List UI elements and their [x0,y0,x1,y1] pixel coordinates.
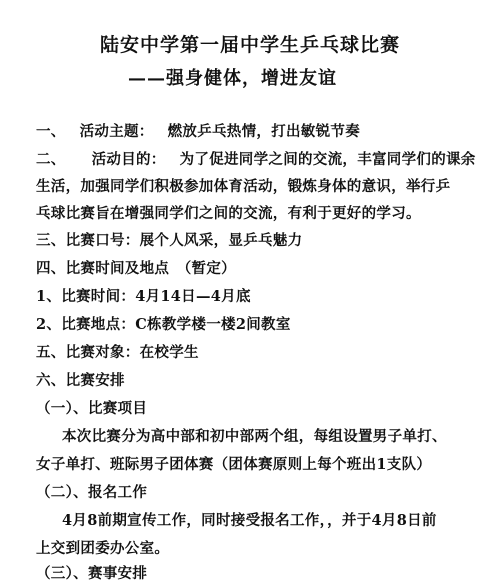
document-title: 陆安中学第一届中学生乒乓球比赛 [99,34,400,56]
section-theme-text: 燃放乒乓热情，打出敏锐节奏 [167,123,361,140]
section-purpose-line-3: 乓球比赛旨在增强同学们之间的交流，有利于更好的学习。 [36,205,421,222]
document-subtitle: ——强身健体，增进友谊 [128,68,337,89]
section-purpose-number: 二、 [36,151,66,168]
subsection-events-line-2: 女子单打、班际男子团体赛（团体赛原则上每个班出1支队） [36,456,432,473]
section-purpose-line-1: 为了促进同学之间的交流，丰富同学们的课余 [179,151,476,168]
subsection-events-line-1: 本次比赛分为高中部和初中部两个组，每组设置男子单打、 [62,428,447,445]
subsection-registration-heading: （二）、报名工作 [36,484,148,501]
subsection-registration-line-1: 4月8前期宣传工作，同时接受报名工作，，并于4月8日前 [62,512,437,529]
section-arrangement-heading: 六、比赛安排 [36,372,125,389]
subsection-schedule-heading: （三）、赛事安排 [36,565,148,582]
section-target: 五、比赛对象：在校学生 [36,344,199,361]
section-slogan: 三、比赛口号：展个人风采，显乒乓魅力 [36,232,303,249]
section-theme-number: 一、 [36,123,66,140]
section-purpose-heading: 活动目的： [91,151,166,168]
section-theme [36,120,360,141]
subsection-registration-line-2: 上交到团委办公室。 [36,540,170,557]
subsection-events-heading: （一）、比赛项目 [36,400,148,417]
section-purpose [36,148,476,169]
item-match-time: 1、比赛时间：4月14日—4月底 [36,288,251,305]
section-theme-heading: 活动主题： [79,123,154,140]
section-time-place-heading: 四、比赛时间及地点 （暂定） [36,260,236,277]
item-match-place: 2、比赛地点：C栋教学楼一楼2间教室 [36,316,291,333]
section-purpose-line-2: 生活，加强同学们积极参加体育活动，锻炼身体的意识，举行乒 [36,178,451,195]
